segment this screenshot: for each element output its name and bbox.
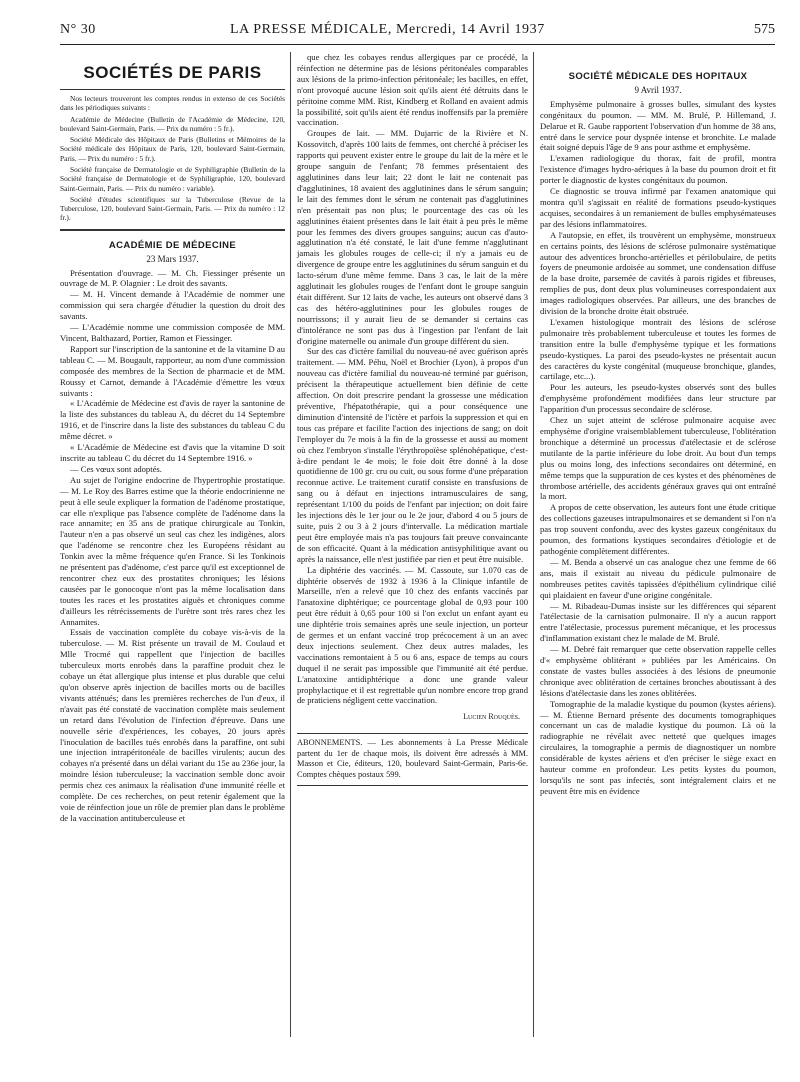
paragraph: Sur des cas d'ictère familial du nouveau-né avec guérison après traitement. — MM. Péhu, Noël et Brochier (Lyon), à propos d'un nouveau cas d'ictère familial du nouveau-né terminé par guérison, précisent la thérapeutique actuellement bien définie de cette affection. On doit prescrire pendant la grossesse une médication préventive, l'hépatothérapie, qui a pour conséquence une diminution d'intensité de l'ictère et parfois la suppression et qui en tous cas prépare et facilite l'action des injections de sang; on doit l'employer du 7e mois à la fin de la grossesse et aussi au moment où chez l'embryon s'installe l'érythropoïèse splénohépatique, c'est-à-dire pendant le 4e mois; le foie doit être donné à la dose quotidienne de 100 gr. cru ou cuit, ou sous forme d'une préparation reconnue active. Le traitement curatif consiste en transfusions de sang ou à défaut en injections intramusculaires de sang, représentant 1/100 du poids de l'enfant par injection; on doit faire les injections dès le 1er jour ou le 2e jour, d'abord 4 ou 5 jours de suite, puis 2 ou 3 à 2 jours d'intervalle. La médication martiale peut être employée mais n'a pas toujours fait preuve convaincante de son efficacité. Quant à la médication antisyphilitique avant ou après la naissance, elle n'est justifiée par rien et peut être nuisible.: [297, 346, 528, 564]
column-divider: [533, 52, 534, 1037]
paragraph: Chez un sujet atteint de sclérose pulmonaire acquise avec emphysème d'origine vraisemblablement tuberculeuse, l'oblitération bronchique a déterminé un processus d'atélectasie et de sclérose mutilante de la partie inférieure du lobe droit. Au bout d'un temps plus ou moins long, des infections secondaires ont déterminé, en même temps que la suppuration de ces kystes et des phénomènes de thrombose artérielle, des accidents généraux graves qui ont entraîné la mort.: [540, 415, 776, 502]
session-date: 9 Avril 1937.: [634, 84, 682, 95]
periodical-note: Société Médicale des Hôpitaux de Paris (Bulletins et Mémoires de la Société médicale des Hôpitaux de Paris, 120, boulevard Saint-Germain, Paris. — Prix du numéro : 5 fr.).: [60, 135, 285, 163]
paragraph: L'examen histologique montrait des lésions de sclérose pulmonaire très probablement tuberculeuse et toutes les formes de transition entre la bulle d'emphysème typique et les formations pseudo-kystiques. La paroi des pseudo-kystes ne présentait aucun des caractères du kyste congénital (muqueuse bronchique, glandes, cartilage, etc...).: [540, 316, 776, 382]
periodical-note: Société française de Dermatologie et de Syphiligraphie (Bulletin de la Société française de Dermatologie et de Syphiligraphie, 120, boulevard Saint-Germain, Paris. — Prix du numéro : variable).: [60, 164, 285, 193]
paragraph: que chez les cobayes rendus allergiques par ce procédé, la réinfection ne détermine pas de lésions péritonéales comparables aux lésions de la primo-infection péritonéale; les bacilles, en effet, n'ont provoqué aucune lésion soit qu'ils aient été détruits dans le péritoine comme MM. Rist, Kindberg et Rolland en avaient admis la possibilité, soit qu'ils aient été rendus inoffensifs par la première vaccination.: [297, 52, 528, 128]
session-date: 23 Mars 1937.: [146, 253, 199, 264]
paragraph: A l'autopsie, en effet, ils trouvèrent un emphysème, monstrueux en certains points, des lésions de sclérose pulmonaire systématique autour des adventices broncho-artérielles et périlobulaire, de petits foyers de pneumonie ardoisée au sommet, une condensation diffuse de la base droite, parsemée de cavités à parois rigides et fibreuses, remplies de pus, dont deux plus volumineuses correspondaient aux images radiologiques observées. Par ailleurs, une des branches de division de la bronche droite était obstruée.: [540, 229, 776, 317]
paragraph: « L'Académie de Médecine est d'avis de rayer la santonine de la liste des substances du tableau A, du décret du 14 Septembre 1916, et de l'inscrire dans la liste des substances du tableau C du même décret. »: [60, 398, 285, 442]
paragraph: A propos de cette observation, les auteurs font une étude critique des collections gazeuses intrapulmonaires et se demandent si l'on n'a pas trop souvent confondu, avec des kystes gazeux congénitaux du poumon, des formations kystiques secondaires d'étiologie et de pathogénie complètement différentes.: [540, 502, 776, 556]
column-1: [60, 52, 285, 824]
paragraph: Rapport sur l'inscription de la santonine et de la vitamine D au tableau C. — M. Bougault, rapporteur, au nom d'une commission composée des membres de la Section de pharmacie et de MM. Roussy et Carnot, demande à l'Académie d'émettre les vœux suivants :: [60, 343, 285, 398]
section-main-title: SOCIÉTÉS DE PARIS: [83, 63, 262, 82]
divider: [60, 89, 285, 90]
paragraph: Tomographie de la maladie kystique du poumon (kystes aériens). — M. Étienne Bernard présente des documents tomographiques concernant un cas de maladie kystique du poumon. Là où la radiographie ne révélait avec netteté que quelques images circulaires, la tomographie a permis de diagnostiquer un nombre considérable de kystes aériens et d'en préciser le siège exact en hauteur comme en profondeur. Les petits kystes du poumon, lorsqu'ils ne sont pas infectés, sont intégralement clairs et ne peuvent être mis en évidence: [540, 698, 776, 796]
divider: [60, 229, 285, 231]
paragraph: Groupes de lait. — MM. Dujarric de la Rivière et N. Kossovitch, d'après 100 laits de femmes, ont cherché à préciser les rapports qui peuvent exister entre le groupe du lait de la mère et le groupe sanguin de l'enfant; 78 femmes présentaient des agglutinines dans leur lait; 22 dont le lait ne contenait pas d'agglutinines, 18 avaient des agglutinines dans le sérum sanguin; le lait des femmes dont le sérum ne contenait pas d'agglutinines n'en présentait pas non plus; le pourcentage des cas où les agglutinines étaient présentes dans le lait était à peu près le même pour les femmes des divers groupes sanguins; aucun cas d'auto-agglutination n'a été constaté, le lait d'une femme n'agglutinant jamais les globules rouges de celle-ci; il n'y a jamais eu de divergence de groupe entre les agglutinines du sérum sanguin et du lacto-sérum d'une même femme. Dans 3 cas, le lait de la mère agglutinait les globules rouges de l'enfant dont le groupe sanguin était différent. Sur 12 laits de vache, les auteurs ont observé dans 3 cas des hétéro-agglutinines pour les globules rouges de nourrissons; il y aurait lieu de se demander si certains cas d'intolérance ne sont pas dus à l'ingestion par l'enfant de lait d'origine maternelle ou animale d'un groupe différent du sien.: [297, 128, 528, 346]
paragraph: — L'Académie nomme une commission composée de MM. Vincent, Balthazard, Portier, Ramon et Fiessinger.: [60, 322, 285, 344]
running-header: [60, 20, 775, 45]
page-number: 575: [754, 22, 775, 37]
issue-number: N° 30: [60, 22, 96, 37]
paragraph: Emphysème pulmonaire à grosses bulles, simulant des kystes congénitaux du poumon. — MM. M. Brulé, P. Hillemand, J. Delarue et R. Gaube rapportent l'observation d'un homme de 38 ans, entré dans le service pour dyspnée intense et bronchite. Le malade était soigné depuis l'âge de 9 ans pour asthme et emphysème.: [540, 98, 776, 153]
paragraph: Ce diagnostic se trouva infirmé par l'examen anatomique qui montra qu'il s'agissait en réalité de formations pseudo-kystiques acquises, secondaires à un remaniement de bulles emphysémateuses par des lésions inflammatoires.: [540, 186, 776, 229]
subscriptions-notice: ABONNEMENTS. — Les abonnements à La Presse Médicale partent du 1er de chaque mois, ils doivent être adressés à MM. Masson et Cie, éditeurs, 120, boulevard Saint-Germain, Paris-6e. Comptes chèques postaux 599.: [297, 733, 528, 785]
paragraph: Au sujet de l'origine endocrine de l'hypertrophie prostatique. — M. Le Roy des Barres estime que la théorie endocrinienne ne peut à elle seule expliquer la formation de l'adénome prostatique, car elle n'explique pas l'absence complète de l'adénome dans la race annamite; en 35 ans de pratique chirurgicale au Tonkin, l'auteur n'en a pas observé un seul cas chez les indigènes, alors que l'adénome se rencontre chez les Européens résidant au Tonkin avec la même fréquence qu'en France. Si les Tonkinois ne présentent pas d'adénome, c'est parce qu'il est exceptionnel de rencontrer chez eux des prostatites chroniques; les lésions causées par le gonocoque n'ont pas la même localisation dans toutes les races et les prostatites aiguës et chroniques comme d'ailleurs les rétrécissements de l'urètre sont très rares chez les Annamites.: [60, 474, 285, 627]
author-signature: Lucien Rouquès.: [463, 712, 520, 722]
journal-title: LA PRESSE MÉDICALE, Mercredi, 14 Avril 1937: [230, 22, 545, 37]
society-heading: SOCIÉTÉ MÉDICALE DES HOPITAUX: [568, 71, 748, 82]
column-3: [540, 52, 776, 797]
paragraph: — Ces vœux sont adoptés.: [70, 463, 162, 474]
paragraph: — M. Debré fait remarquer que cette observation rappelle celles d'« emphysème oblitérant » publiées par les Américains. On constate de vastes bulles associées à des lésions de pneumonie chronique avec oblitération de certaines bronches aboutissant à des lésions d'atélectasie dans les zones oblitérées.: [540, 644, 776, 698]
paragraph: — M. Ribadeau-Dumas insiste sur les différences qui séparent l'atélectasie de la carnisation pulmonaire. Il n'y a aucun rapport entre l'atélectasie, processus purement mécanique, et les processus d'inflammation existant chez le malade de M. Brulé.: [540, 600, 776, 644]
paragraph: — M. Benda a observé un cas analogue chez une femme de 66 ans, mais il existait au niveau du pédicule pulmonaire de nombreuses petites cavités tapissées d'épithélium cylindrique cilié qui plaidaient en faveur d'une origine congénitale.: [540, 556, 776, 600]
paragraph: « L'Académie de Médecine est d'avis que la vitamine D soit inscrite au tableau C du décret du 14 Septembre 1916. »: [60, 442, 285, 463]
paragraph: Pour les auteurs, les pseudo-kystes observés sont des bulles d'emphysème profondément modifiées dans leur structure par l'apparition d'un processus secondaire de sclérose.: [540, 382, 776, 415]
paragraph: — M. H. Vincent demande à l'Académie de nommer une commission qui sera chargée d'étudier la question du droit des savants.: [60, 289, 285, 322]
column-divider: [290, 52, 291, 1037]
paragraph: L'examen radiologique du thorax, fait de profil, montra l'existence d'images hydro-aériques à la base du poumon droit et fit porter le diagnostic de kystes congénitaux du poumon.: [540, 153, 776, 186]
paragraph: Présentation d'ouvrage. — M. Ch. Fiessinger présente un ouvrage de M. P. Olagnier : Le droit des savants.: [60, 267, 285, 289]
society-heading: ACADÉMIE DE MÉDECINE: [108, 239, 237, 251]
paragraph: La diphtérie des vaccinés. — M. Cassoute, sur 1.070 cas de diphtérie observés de 1932 à 1936 à la Clinique infantile de Marseille, n'en a relevé que 10 chez des enfants vaccinés par l'anatoxine diphtérique; ce pourcentage global de 0,93 pour 100 peut être réduit à 0,65 pour 100 si l'on exclut un enfant ayant eu une diphtérie trois semaines après une seule injection, un porteur de germes et un enfant vacciné trop précocement à un an avec deux injections seulement. Chez deux autres malades, les vaccinations remontaient à 5 ou 6 ans, espace de temps au cours duquel il ne serait pas impossible que l'immunité ait été perdue. L'anatoxine antidiphtérique a donc une grande valeur prophylactique et il est regrettable qu'un nombre encore trop grand de praticiens négligent cette vaccination.: [297, 564, 528, 706]
intro-note: Nos lecteurs trouveront les comptes rendus in extenso de ces Sociétés dans les périodiques suivants :: [60, 93, 285, 113]
periodical-note: Société d'études scientifiques sur la Tuberculose (Revue de la Tuberculose, 120, boulevard Saint-Germain, Paris. — Prix du numéro : 12 fr.).: [60, 194, 285, 223]
column-2: [297, 52, 528, 786]
paragraph: Essais de vaccination complète du cobaye vis-à-vis de la tuberculose. — M. Rist présente un travail de M. Coulaud et Mlle Trocmé qui rappellent que l'injection de bacilles tuberculeux morts enrobés dans la paraffine produit chez le cobaye un état allergique plus intense et plus durable que celui qu'on observe après injection de bacilles morts ou de bacilles vivants atténués; dans les premières recherches de l'un d'eux, il n'avait pas été constaté de vaccination complète mais seulement un retard dans l'évolution de l'infection d'épreuve. Dans une nouvelle série d'expériences, les cobayes, 20 jours après l'inoculation de bacilles tués enrobés dans la paraffine, ont subi une injection intrapéritonéale de bacilles virulents; aucun des cobayes n'a présenté dans un délai variant du 15e au 236e jour, la moindre lésion tuberculeuse; la vaccination semble donc avoir permis chez ces animaux la réalisation d'une immunité réelle et complète. De ces recherches, on peut retenir également que la voie de réinfection joue un rôle de premier plan dans le problème de la vaccination antituberculeuse et: [60, 627, 285, 823]
periodical-note: Académie de Médecine (Bulletin de l'Académie de Médecine, 120, boulevard Saint-Germain, Paris. — Prix du numéro : 5 fr.).: [60, 114, 285, 133]
